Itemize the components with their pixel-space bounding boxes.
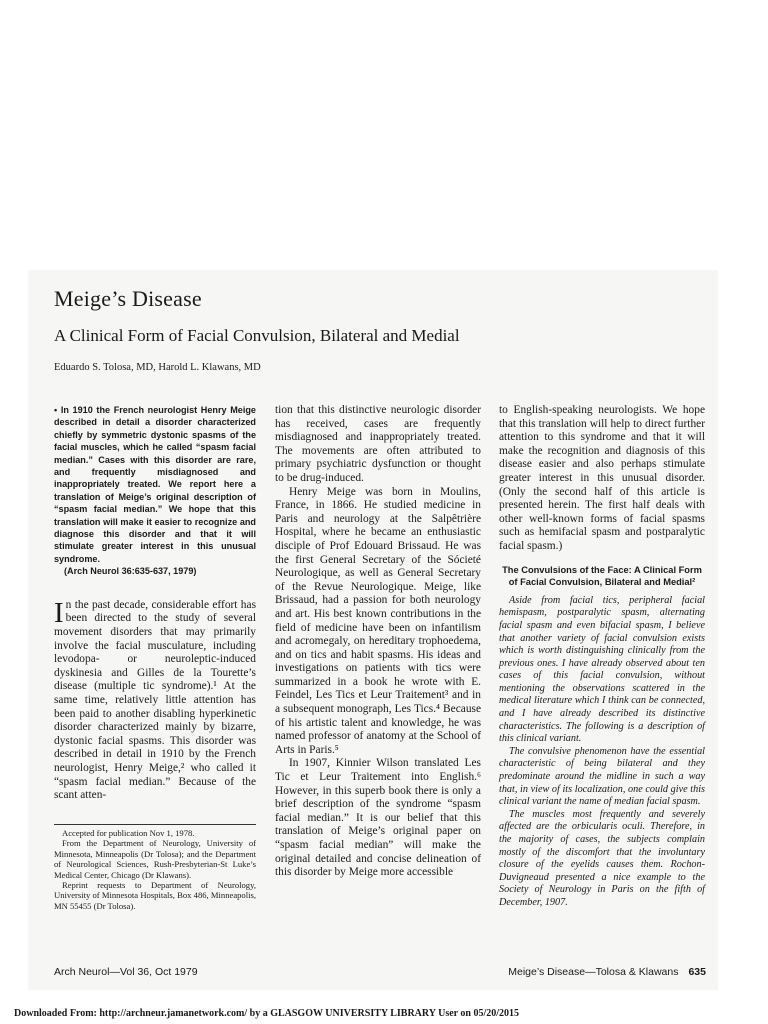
footer-running-title <box>508 966 706 978</box>
page-number: 635 <box>688 966 706 978</box>
footer-journal: Arch Neurol—Vol 36, Oct 1979 <box>54 966 198 978</box>
translation-paragraph: The convulsive phenomenon have the essential characteristic of being bilateral and they predominate around the midline in such a way that, in view of its localization, one could give this clinical variant the name of median facial spasm. <box>499 745 705 808</box>
column-2 <box>275 404 481 880</box>
running-title: Meige’s Disease—Tolosa & Klawans <box>508 966 679 978</box>
abstract-text: • In 1910 the French neurologist Henry Meige described in detail a disorder characterized chiefly by symmetric dystonic spasms of the facial muscles, which he called “spasm facial median.” Cases with this disorder are rare, and frequently misdiagnosed and inappropriately treated. We report here a translation of Meige’s original description of “spasm facial median.” We hope that this translation will make it easier to recognize and diagnose this disorder and that it will stimulate greater interest in this unusual syndrome. <box>54 405 256 564</box>
column-1 <box>54 404 256 803</box>
footnotes <box>54 824 256 911</box>
body-paragraph: In 1907, Kinnier Wilson translated Les Tic et Leur Traitement into English.⁶ However, in this superb book there is only a brief description of the syndrome “spasm facial median.” It is our belief that this translation of Meige’s original paper on “spasm facial median” will make the original detailed and concise delineation of this disorder by Meige more accessible <box>275 757 481 879</box>
translation-block <box>499 595 705 910</box>
section-heading: The Convulsions of the Face: A Clinical Form of Facial Convulsion, Bilateral and Medial² <box>502 564 702 588</box>
body-paragraph: tion that this distinctive neurologic disorder has received, cases are frequently misdiagnosed and inappropriately treated. The movements are often attributed to primary psychiatric dysfunction or thought to be drug-induced. <box>275 404 481 484</box>
article-subtitle: A Clinical Form of Facial Convulsion, Bilateral and Medial <box>54 326 460 345</box>
footnote-reprints: Reprint requests to Department of Neurology, University of Minnesota Hospitals, Box 486, Minneapolis, MN 55455 (Dr Tolosa). <box>54 880 256 911</box>
translation-paragraph: The muscles most frequently and severely affected are the orbicularis oculi. Therefore, in the majority of cases, the subjects complain mostly of the discomfort that the involuntary closure of the eyelids causes them. Rochon-Duvigneaud presented a nice example to the Society of Neurology in Paris on the fifth of December, 1907. <box>499 808 705 908</box>
abstract-citation: (Arch Neurol 36:635-637, 1979) <box>64 566 197 577</box>
body-paragraph: to English-speaking neurologists. We hope that this translation will help to direct further attention to this syndrome and that it will make the recognition and diagnosis of this disease easier and also perhaps stimulate greater interest in this unusual disorder. (Only the second half of this article is presented herein. The first half deals with other well-known forms of facial spasms such as hemifacial spasm and postparalytic facial spasm.) <box>499 404 705 552</box>
column-3 <box>499 404 705 910</box>
intro-paragraph <box>54 596 256 803</box>
article-authors: Eduardo S. Tolosa, MD, Harold L. Klawans, MD <box>54 362 261 373</box>
intro-paragraph-text: n the past decade, considerable effort has been directed to the study of several movement disorders that may primarily involve the facial musculature, including levodopa- or neuroleptic-induced dyskinesia and Gilles de la Tourette’s disease (multiple tic syndrome).¹ At the same time, relatively little attention has been paid to another disabling hyperkinetic disorder characterized mainly by bizarre, dystonic facial spasms. This disorder was described in detail in 1910 by the French neurologist, Henry Meige,² who called it “spasm facial median.” Because of the scant atten- <box>54 598 256 802</box>
body-paragraph: Henry Meige was born in Moulins, France, in 1866. He studied medicine in Paris and neurology at the Salpêtrière Hospital, where he became an enthusiastic disciple of Prof Edouard Brissaud. He was the first General Secretary of the Sócieté Neurologique, as well as General Secretary of the Revue Neurologique. Meige, like Brissaud, had a passion for both neurology and art. His best known contributions in the field of medicine have been on infantilism and acromegaly, on hereditary trophoedema, and on tics and habit spasms. His ideas and investigations on patients with tics were summarized in a book he wrote with E. Feindel, Les Tics et Leur Traitement³ and in a subsequent monograph, Les Tics.⁴ Because of his artistic talent and knowledge, he was named professor of anatomy at the School of Arts in Paris.⁵ <box>275 485 481 756</box>
article-title: Meige’s Disease <box>54 286 202 311</box>
download-notice: Downloaded From: http://archneur.jamanetwork.com/ by a GLASGOW UNIVERSITY LIBRARY User on 05/20/2015 <box>14 1008 520 1019</box>
translation-paragraph: Aside from facial tics, peripheral facial hemispasm, postparalytic spasm, alternating facial spasm and even bifacial spasm, I believe that another variety of facial convulsion exists which is worth distinguishing clinically from the previous ones. I have already observed about ten cases of this facial convulsion, without mentioning the observations scattered in the medical literature which I think can be connected, and I have already described its distinctive characteristics. The following is a description of this clinical variant. <box>499 594 705 745</box>
footnote-affiliation: From the Department of Neurology, University of Minnesota, Minneapolis (Dr Tolosa); and the Department of Neurological Sciences, Rush-Presbyterian-St Luke’s Medical Center, Chicago (Dr Klawans). <box>54 838 256 880</box>
drop-cap: I <box>54 596 64 629</box>
footnote-accepted: Accepted for publication Nov 1, 1978. <box>62 828 195 838</box>
